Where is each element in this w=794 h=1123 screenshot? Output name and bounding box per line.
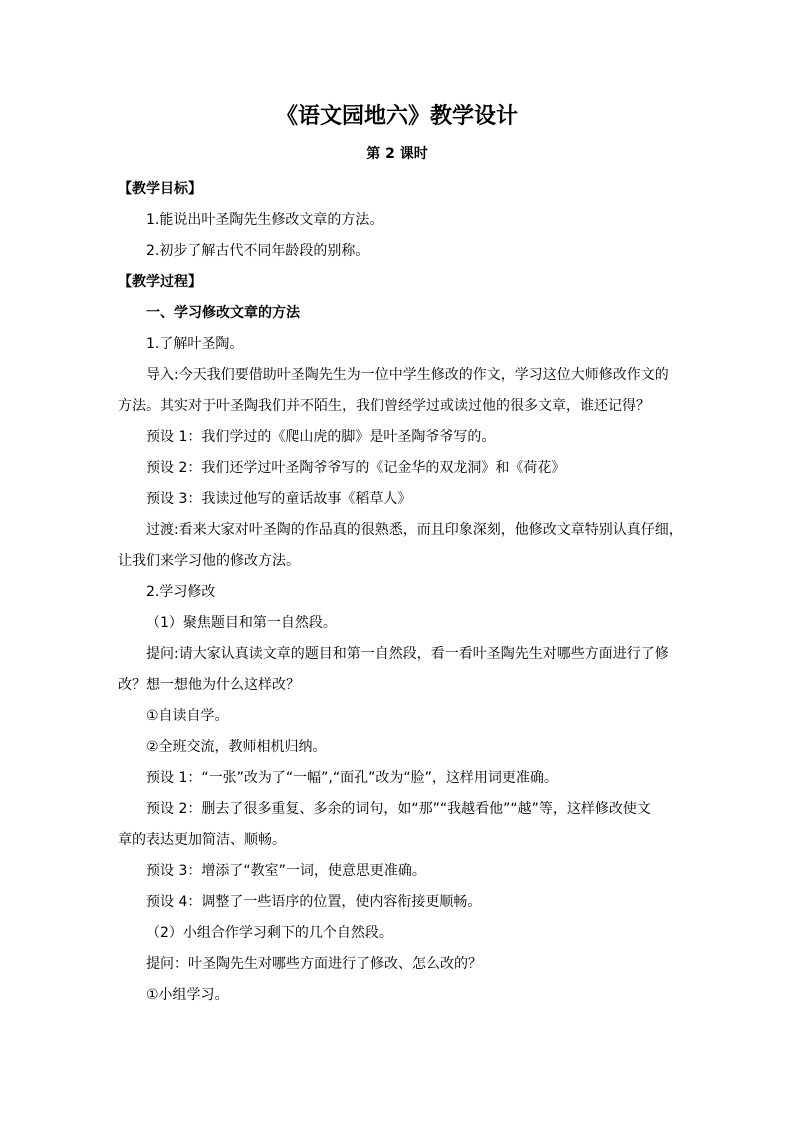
preset-item: 预设 4：调整了一些语序的位置，使内容衔接更顺畅。 — [146, 894, 482, 910]
section-heading-goals: 【教学目标】 — [118, 181, 202, 197]
paragraph-line: 章的表达更加简洁、顺畅。 — [118, 832, 286, 848]
document-body — [118, 174, 683, 1011]
part-heading: 一、学习修改文章的方法 — [146, 305, 300, 321]
lesson-period: 第 2 课时 — [366, 146, 428, 162]
paragraph-line: 提问：叶圣陶先生对哪些方面进行了修改、怎么改的？ — [146, 956, 482, 972]
list-item: ②全班交流，教师相机归纳。 — [146, 739, 327, 755]
paragraph-line: 过渡:看来大家对叶圣陶的作品真的很熟悉，而且印象深刻，他修改文章特别认真仔细， — [146, 522, 683, 538]
section-heading-process: 【教学过程】 — [118, 274, 202, 290]
preset-item: 预设 1：我们学过的《爬山虎的脚》是叶圣陶爷爷写的。 — [146, 429, 496, 445]
step-item: 1.了解叶圣陶。 — [146, 336, 244, 352]
goal-item: 1.能说出叶圣陶先生修改文章的方法。 — [146, 212, 384, 228]
sub-step-item: （2）小组合作学习剩下的几个自然段。 — [146, 925, 393, 941]
paragraph-line: 导入:今天我们要借助叶圣陶先生为一位中学生修改的作文，学习这位大师修改作文的 — [146, 367, 669, 383]
preset-item: 预设 3：我读过他写的童话故事《稻草人》 — [146, 491, 412, 507]
preset-item: 预设 2：删去了很多重复、多余的词句，如“那”“我越看他”“越”等，这样修改使文 — [146, 801, 651, 817]
goal-item: 2.初步了解古代不同年龄段的别称。 — [146, 243, 370, 259]
paragraph-line: 让我们来学习他的修改方法。 — [118, 553, 300, 569]
paragraph-line: 改？想一想他为什么这样改？ — [118, 677, 300, 693]
paragraph-line: 方法。其实对于叶圣陶我们并不陌生，我们曾经学过或读过他的很多文章，谁还记得？ — [118, 398, 650, 414]
document-title: 《语文园地六》教学设计 — [275, 103, 518, 129]
step-item: 2.学习修改 — [146, 584, 216, 600]
sub-step-item: （1）聚焦题目和第一自然段。 — [146, 615, 337, 631]
list-item: ①自读自学。 — [146, 708, 229, 724]
preset-item: 预设 2：我们还学过叶圣陶爷爷写的《记金华的双龙洞》和《荷花》 — [146, 460, 566, 476]
list-item: ①小组学习。 — [146, 987, 229, 1003]
preset-item: 预设 3：增添了“教室”一词，使意思更准确。 — [146, 863, 426, 879]
paragraph-line: 提问:请大家认真读文章的题目和第一自然段，看一看叶圣陶先生对哪些方面进行了修 — [146, 646, 669, 662]
preset-item: 预设 1：“一张”改为了“一幅”,“面孔”改为“脸”，这样用词更准确。 — [146, 770, 558, 786]
